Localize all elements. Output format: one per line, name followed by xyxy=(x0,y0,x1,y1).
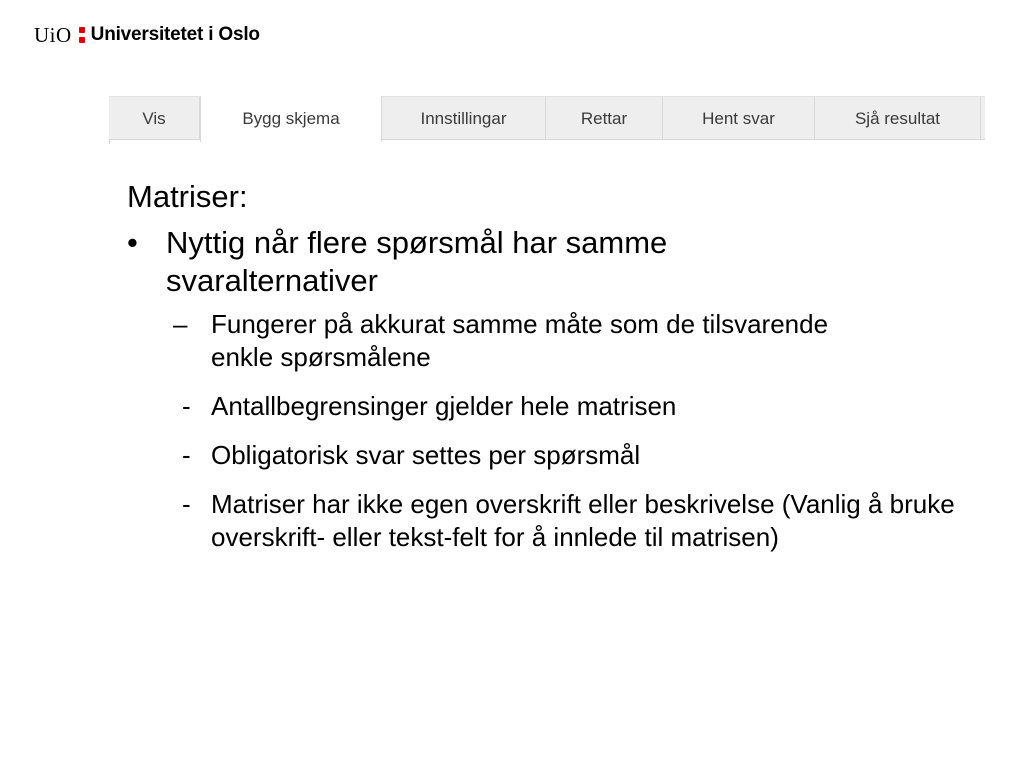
logo-name: Universitetet i Oslo xyxy=(90,24,260,45)
bullet-item xyxy=(127,224,997,300)
bullet-text: Nyttig når flere spørsmål har samme svaralternativer xyxy=(166,225,668,298)
tab-rettar[interactable]: Rettar xyxy=(546,97,663,140)
tab-bygg-skjema[interactable]: Bygg skjema xyxy=(200,96,382,142)
sub-item-marker: - xyxy=(182,391,191,421)
tab-sja-resultat[interactable]: Sjå resultat xyxy=(815,97,981,140)
sub-item-marker: - xyxy=(182,440,191,470)
slide-heading: Matriser: xyxy=(127,179,248,214)
sub-item-marker: – xyxy=(173,309,188,339)
tab-hent-svar[interactable]: Hent svar xyxy=(663,97,815,140)
uio-logo xyxy=(34,22,260,48)
tab-innstillingar[interactable]: Innstillingar xyxy=(382,97,546,140)
sub-item-text: Matriser har ikke egen overskrift eller beskrivelse (Vanlig å bruke overskrift- eller tekst-felt for å innlede til matrisen) xyxy=(211,489,955,552)
sub-item-text: Fungerer på akkurat samme måte som de tilsvarende enkle spørsmålene xyxy=(211,309,829,372)
sub-item xyxy=(173,308,997,374)
logo-short: UiO xyxy=(34,22,72,47)
tab-bar xyxy=(109,96,985,140)
logo-dots-icon xyxy=(79,27,85,43)
sub-item-text: Antallbegrensinger gjelder hele matrisen xyxy=(211,391,677,421)
slide-content xyxy=(127,176,997,570)
sub-item-marker: - xyxy=(182,489,191,519)
bullet-marker: • xyxy=(127,225,138,260)
sub-item xyxy=(173,488,997,554)
sub-item xyxy=(173,390,997,423)
sub-item xyxy=(173,439,997,472)
sub-item-text: Obligatorisk svar settes per spørsmål xyxy=(211,440,641,470)
tab-vis[interactable]: Vis xyxy=(109,97,200,140)
